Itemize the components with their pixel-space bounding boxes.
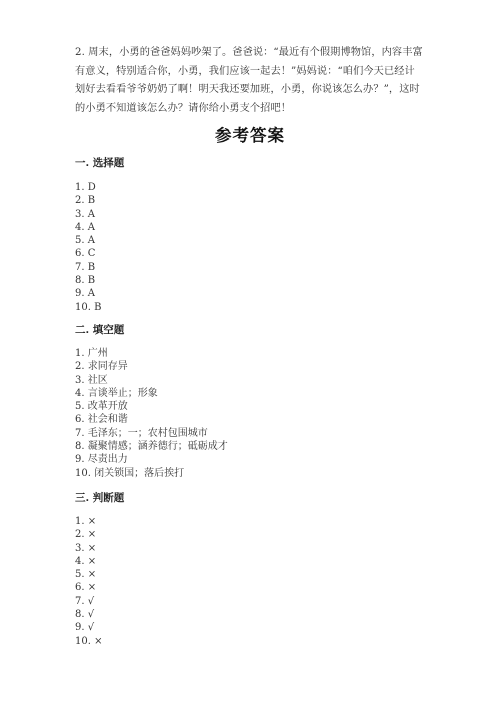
answer-item: 9. 尽责出力 [75,454,128,466]
answer-item: 5. 改革开放 [75,401,128,413]
answer-item: 7. B [75,261,96,273]
answer-list-fill [75,347,228,480]
answer-item: 5. × [75,569,97,581]
answer-item: 1. × [75,516,97,527]
question-paragraph [75,44,435,118]
answer-item: 8. B [75,275,96,287]
answer-item: 10. 闭关锁国；落后挨打 [75,467,185,479]
answer-item: 7. 毛泽东；一；农村包围城市 [75,427,208,439]
answer-item: 3. 社区 [75,374,108,386]
answer-list-choice [75,181,101,314]
answer-item: 1. D [75,182,96,193]
section-heading-judge: 三. 判断题 [75,492,125,504]
answer-item: 2. B [75,195,96,207]
answer-item: 6. 社会和谐 [75,414,128,426]
question-line: 2. 周末，小勇的爸爸妈妈吵架了。爸爸说：“最近有个假期博物馆，内容丰富 [75,47,423,58]
answer-item: 4. A [75,221,95,233]
answer-item: 8. 凝聚情感；涵养德行；砥砺成才 [75,441,228,453]
answer-item: 1. 广州 [75,348,108,359]
answer-item: 3. A [75,208,95,220]
answer-item: 7. √ [75,595,95,607]
question-line: 划好去看看爷爷奶奶了啊！明天我还要加班，小勇，你说该怎么办？”，这时 [75,84,420,95]
answer-item: 6. C [75,248,96,260]
answer-item: 3. × [75,542,97,554]
answer-item: 2. 求同存异 [75,361,128,373]
answer-title: 参考答案 [215,126,285,145]
answer-item: 9. √ [75,622,95,634]
section-heading-fill: 二. 填空题 [75,324,125,336]
section-heading-choice: 一. 选择题 [75,157,125,169]
answer-item: 4. × [75,555,97,567]
answer-item: 5. A [75,235,95,247]
question-line: 的小勇不知道该怎么办？请你给小勇支个招吧！ [75,102,292,114]
answer-item: 4. 言谈举止；形象 [75,387,158,399]
answer-item: 6. × [75,582,97,594]
answer-item: 2. × [75,529,97,541]
answer-item: 8. √ [75,609,95,621]
answer-item: 10. × [75,635,103,647]
answer-item: 9. A [75,288,95,300]
question-line: 有意义，特别适合你，小勇，我们应该一起去！”妈妈说：“咱们今天已经计 [75,65,415,77]
answer-item: 10. B [75,301,102,313]
answer-list-judge [75,515,102,648]
